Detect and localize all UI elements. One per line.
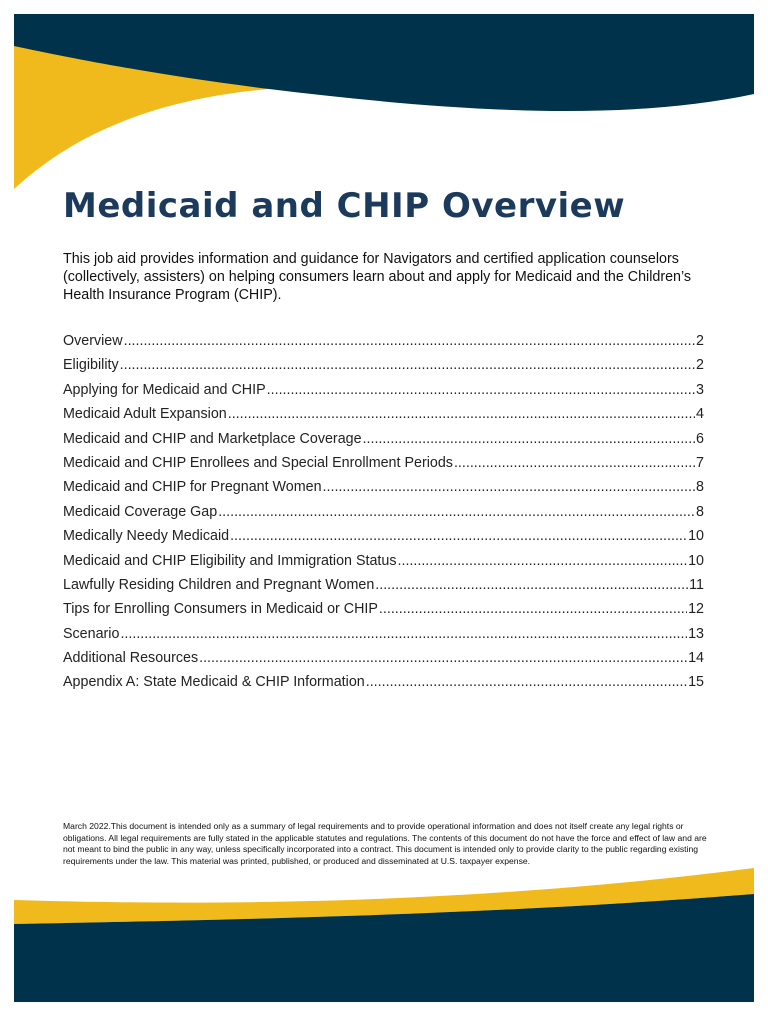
toc-entry-page-number: 8 xyxy=(696,479,704,496)
toc-entry-page-number: 6 xyxy=(696,430,704,447)
toc-entry[interactable] xyxy=(63,674,704,698)
footer-banner-graphic xyxy=(14,864,754,1002)
toc-dot-leader xyxy=(218,504,695,520)
toc-entry-page-number: 8 xyxy=(696,503,704,520)
toc-dot-leader xyxy=(454,455,695,471)
toc-dot-leader xyxy=(199,650,687,666)
toc-entry-label: Medicaid and CHIP and Marketplace Coverage xyxy=(63,430,362,447)
toc-entry[interactable] xyxy=(63,357,704,381)
toc-entry-page-number: 14 xyxy=(688,650,704,667)
toc-dot-leader xyxy=(120,626,687,642)
toc-dot-leader xyxy=(366,674,687,690)
toc-entry-page-number: 13 xyxy=(688,625,704,642)
toc-dot-leader xyxy=(363,431,696,447)
toc-entry-label: Tips for Enrolling Consumers in Medicaid or CHIP xyxy=(63,601,378,618)
toc-entry-label: Eligibility xyxy=(63,357,119,374)
toc-entry[interactable] xyxy=(63,479,704,503)
toc-entry-label: Appendix A: State Medicaid & CHIP Information xyxy=(63,674,365,691)
toc-entry-label: Applying for Medicaid and CHIP xyxy=(63,381,266,398)
toc-dot-leader xyxy=(230,528,687,544)
toc-entry-page-number: 12 xyxy=(688,601,704,618)
toc-entry[interactable] xyxy=(63,431,704,455)
toc-entry-page-number: 7 xyxy=(696,454,704,471)
toc-dot-leader xyxy=(398,553,688,569)
toc-entry-label: Medically Needy Medicaid xyxy=(63,528,230,545)
toc-entry-label: Medicaid and CHIP Enrollees and Special Enrollment Periods xyxy=(63,454,453,471)
toc-entry-label: Medicaid and CHIP Eligibility and Immigration Status xyxy=(63,552,397,569)
toc-entry-page-number: 2 xyxy=(696,333,704,349)
toc-entry-page-number: 15 xyxy=(688,674,704,691)
toc-entry-page-number: 10 xyxy=(688,528,704,545)
toc-dot-leader xyxy=(267,382,695,398)
toc-entry[interactable] xyxy=(63,577,704,601)
page-title: Medicaid and CHIP Overview xyxy=(63,186,626,226)
header-banner-graphic xyxy=(14,14,754,204)
toc-entry[interactable] xyxy=(63,455,704,479)
toc-dot-leader xyxy=(379,601,687,617)
toc-entry-page-number: 11 xyxy=(689,576,704,593)
toc-entry[interactable] xyxy=(63,601,704,625)
intro-paragraph: This job aid provides information and guidance for Navigators and certified application counselors (collectively, assisters) on helping consumers learn about and apply for Medicaid and the Children’s Health Insurance Program (CHIP). xyxy=(63,251,692,303)
toc-entry[interactable] xyxy=(63,406,704,430)
toc-entry-label: Medicaid Coverage Gap xyxy=(63,503,218,520)
toc-entry[interactable] xyxy=(63,382,704,406)
toc-entry[interactable] xyxy=(63,504,704,528)
toc-entry-label: Lawfully Residing Children and Pregnant Women xyxy=(63,576,375,593)
toc-entry[interactable] xyxy=(63,528,704,552)
toc-dot-leader xyxy=(375,577,688,593)
document-page xyxy=(14,14,754,1002)
toc-entry-label: Overview xyxy=(63,333,123,349)
toc-entry-page-number: 2 xyxy=(696,357,704,374)
toc-entry-label: Medicaid Adult Expansion xyxy=(63,406,227,423)
toc-entry[interactable] xyxy=(63,626,704,650)
toc-entry[interactable] xyxy=(63,333,704,357)
toc-dot-leader xyxy=(120,357,695,373)
toc-entry[interactable] xyxy=(63,553,704,577)
toc-entry-page-number: 3 xyxy=(696,381,704,398)
toc-entry-page-number: 10 xyxy=(688,552,704,569)
toc-entry-page-number: 4 xyxy=(696,406,704,423)
toc-entry-label: Medicaid and CHIP for Pregnant Women xyxy=(63,479,322,496)
table-of-contents xyxy=(63,333,704,699)
toc-dot-leader xyxy=(228,406,695,422)
toc-entry-label: Additional Resources xyxy=(63,650,199,667)
toc-dot-leader xyxy=(124,333,695,349)
toc-dot-leader xyxy=(323,479,696,495)
legal-disclaimer: March 2022.This document is intended only as a summary of legal requirements and to provide operational information and does not itself create any legal rights or obligations. All legal requirements are fully stated in the applicable statutes and regulations. The contents of this document do not have the force and effect of law and are not meant to bind the public in any way, unless specifically incorporated into a contract. This document is intended only to provide clarity to the public regarding existing requirements under the law. This material was printed, published, or produced and disseminated at U.S. taxpayer expense. xyxy=(63,821,707,866)
toc-entry[interactable] xyxy=(63,650,704,674)
toc-entry-label: Scenario xyxy=(63,625,120,642)
